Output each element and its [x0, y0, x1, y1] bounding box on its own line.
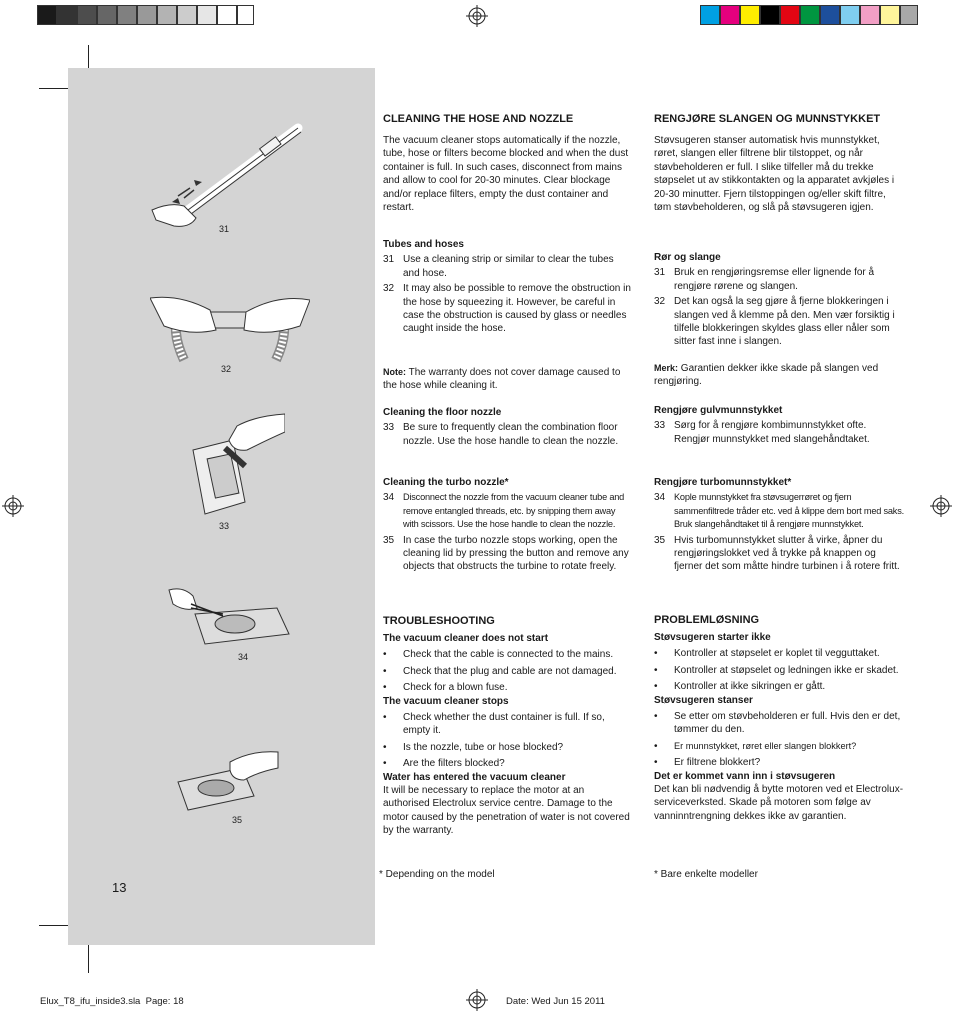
en-t2-bullet: • Is the nozzle, tube or hose blocked?	[383, 741, 564, 753]
figure-33-floor-nozzle-illustration	[185, 410, 285, 520]
gray-swatch	[117, 5, 137, 25]
en-turbo-item: 35 In case the turbo nozzle stops working, open the cleaning lid by pressing the button and remove any objects that obstructs the turbine to rotate freely.	[383, 534, 629, 573]
en-t2-title: The vacuum cleaner stops	[383, 695, 509, 707]
color-swatch	[820, 5, 840, 25]
figure-33-label: 33	[219, 521, 230, 531]
color-swatch	[720, 5, 740, 25]
no-tubes-item: 31 Bruk en rengjøringsremse eller lignende for å rengjøre rørene og slangen.	[654, 267, 875, 292]
en-t1-bullet: • Check that the plug and cable are not damaged.	[383, 665, 617, 677]
footer-file-info: Elux_T8_ifu_inside3.sla Page: 18	[40, 996, 184, 1007]
color-swatch	[700, 5, 720, 25]
no-floor-title: Rengjøre gulvmunnstykket	[654, 405, 783, 416]
no-title: RENGJØRE SLANGEN OG MUNNSTYKKET	[654, 113, 881, 125]
no-t3-title: Det er kommet vann inn i støvsugeren	[654, 770, 836, 782]
color-bar	[700, 0, 920, 30]
no-floor-item: 33 Sørg for å rengjøre kombimunnstykket ofte. Rengjør munnstykket med slangehåndtaket.	[654, 420, 870, 445]
registration-mark-icon	[466, 989, 488, 1011]
en-turbo-title: Cleaning the turbo nozzle*	[383, 477, 509, 488]
gray-scale-bar	[37, 0, 257, 30]
gray-swatch	[57, 5, 77, 25]
color-swatch	[780, 5, 800, 25]
figure-34-label: 34	[238, 652, 249, 662]
no-t1-bullet: • Kontroller at støpselet er koplet til vegguttaket.	[654, 648, 880, 660]
en-title: CLEANING THE HOSE AND NOZZLE	[383, 113, 574, 125]
en-floor-section	[383, 406, 633, 448]
en-t1-bullet: • Check for a blown fuse.	[383, 682, 508, 694]
en-tubes-item: 32 It may also be possible to remove the obstruction in the hose by squeezing it. However, be careful in case the obstruction is caused by glass or needles caught inside the hose.	[383, 283, 631, 335]
no-intro: Støvsugeren stanser automatisk hvis munnstykket, røret, slangen eller filtrene blir tilstoppet, og når støvbeholderen er full. I slike tilfeller må du trekke støpselet ut av stikkontakten og la apparatet avkjøles i 20-30 minutter. Fjern tilstoppingen og/eller skift filtre, tøm støvbeholderen, og slå på støvsugeren igjen.	[654, 135, 895, 214]
gray-swatch	[137, 5, 157, 25]
en-note: Note: The warranty does not cover damage caused to the hose while cleaning it.	[383, 367, 621, 392]
no-t2-bullet: • Se etter om støvbeholderen er full. Hvis den er det, tømmer du den.	[654, 711, 901, 736]
color-swatch	[760, 5, 780, 25]
en-turbo-section	[383, 476, 633, 574]
en-floor-title: Cleaning the floor nozzle	[383, 407, 502, 418]
no-tubes-item: 32 Det kan også la seg gjøre å fjerne blokkeringen i slangen ved å klemme på den. Men vær forsiktig i tilfelle blokkeringen skyldes glass eller nåler som sitter fast inne i slangen.	[654, 296, 895, 348]
en-tubes-section	[383, 238, 633, 336]
figure-32-label: 32	[221, 364, 232, 374]
no-floor-section	[654, 404, 904, 446]
en-intro-section	[383, 112, 633, 214]
no-footnote: * Bare enkelte modeller	[654, 869, 758, 880]
figure-31-tube-cleaning-illustration	[150, 118, 310, 233]
no-note: Merk: Garantien dekker ikke skade på slangen ved rengjøring.	[654, 363, 879, 388]
no-troubleshooting-section	[654, 613, 904, 823]
gray-swatch	[177, 5, 197, 25]
no-t2-bullet: • Er filtrene blokkert?	[654, 757, 761, 769]
no-t1-bullet: • Kontroller at ikke sikringen er gått.	[654, 681, 826, 693]
en-footnote: * Depending on the model	[379, 869, 495, 880]
no-t2-bullet: • Er munnstykket, røret eller slangen blokkert?	[654, 740, 857, 752]
en-t3-text: It will be necessary to replace the motor at an authorised Electrolux service centre. Damage to the motor caused by the penetration of water is not covered by the warranty.	[383, 785, 630, 837]
registration-mark-icon	[466, 5, 488, 27]
en-troubleshooting-title: TROUBLESHOOTING	[383, 615, 495, 627]
color-swatch	[900, 5, 918, 25]
gray-swatch	[97, 5, 117, 25]
no-tubes-title: Rør og slange	[654, 252, 721, 263]
norwegian-column	[654, 112, 904, 892]
footer-date: Date: Wed Jun 15 2011	[506, 996, 605, 1007]
gray-swatch	[237, 5, 254, 25]
en-t1-bullet: • Check that the cable is connected to the mains.	[383, 649, 614, 661]
color-swatch	[800, 5, 820, 25]
no-turbo-section	[654, 476, 904, 574]
en-troubleshooting-section	[383, 614, 633, 838]
en-floor-item: 33 Be sure to frequently clean the combination floor nozzle. Use the hose handle to clean the nozzle.	[383, 422, 619, 447]
color-swatch	[860, 5, 880, 25]
figure-35-turbo-nozzle-lid-illustration	[172, 748, 282, 813]
figure-31-label: 31	[219, 224, 230, 234]
no-tubes-section	[654, 251, 904, 349]
figure-35-label: 35	[232, 815, 243, 825]
figure-34-turbo-nozzle-scissors-illustration	[165, 584, 295, 654]
color-swatch	[840, 5, 860, 25]
figure-32-hose-squeeze-illustration	[150, 290, 310, 368]
no-t1-bullet: • Kontroller at støpselet og ledningen ikke er skadet.	[654, 664, 899, 676]
en-t1-title: The vacuum cleaner does not start	[383, 633, 549, 644]
page-number: 13	[112, 880, 127, 895]
no-intro-section	[654, 112, 904, 214]
no-turbo-item: 35 Hvis turbomunnstykket slutter å virke, åpner du rengjøringslokket ved å trykke på knappen og fjerner det som måtte hindre turbinen i å rotere fritt.	[654, 534, 900, 573]
no-troubleshooting-title: PROBLEMLØSNING	[654, 614, 760, 626]
english-column	[379, 112, 633, 892]
en-tubes-item: 31 Use a cleaning strip or similar to clear the tubes and hose.	[383, 254, 614, 279]
registration-mark-icon	[930, 495, 952, 517]
gray-swatch	[77, 5, 97, 25]
no-turbo-title: Rengjøre turbomunnstykket*	[654, 477, 792, 488]
registration-mark-icon	[2, 495, 24, 517]
gray-swatch	[217, 5, 237, 25]
color-swatch	[740, 5, 760, 25]
no-t1-title: Støvsugeren starter ikke	[654, 632, 771, 643]
en-t2-bullet: • Check whether the dust container is full. If so, empty it.	[383, 712, 605, 737]
en-tubes-title: Tubes and hoses	[383, 239, 464, 250]
gray-swatch	[37, 5, 57, 25]
no-t2-title: Støvsugeren stanser	[654, 694, 753, 706]
en-t2-bullet: • Are the filters blocked?	[383, 758, 505, 770]
en-intro: The vacuum cleaner stops automatically if the nozzle, tube, hose or filters become blocked and when the dust container is full. In such cases, disconnect from mains and allow to cool for 20-30 minutes. Clear blockage and/or replace filters, empty the dust container and restart.	[383, 135, 629, 214]
no-turbo-item: 34 Kople munnstykket fra støvsugerrøret og fjern sammenfiltrede tråder etc. ved å klippe dem bort med saks. Bruk slangehåndtaket til å rengjøre munnstykket.	[654, 492, 904, 530]
en-t3-title: Water has entered the vacuum cleaner	[383, 771, 566, 783]
no-t3-text: Det kan bli nødvendig å bytte motoren ved et Electrolux- serviceverksted. Skade på motoren som følge av vanninntrengning dekkes ikke av garantien.	[654, 784, 904, 822]
gray-swatch	[197, 5, 217, 25]
gray-swatch	[157, 5, 177, 25]
en-turbo-item: 34 Disconnect the nozzle from the vacuum cleaner tube and remove entangled threads, etc. by snipping them away with scissors. Use the hose handle to clean the nozzle.	[383, 492, 625, 530]
color-swatch	[880, 5, 900, 25]
